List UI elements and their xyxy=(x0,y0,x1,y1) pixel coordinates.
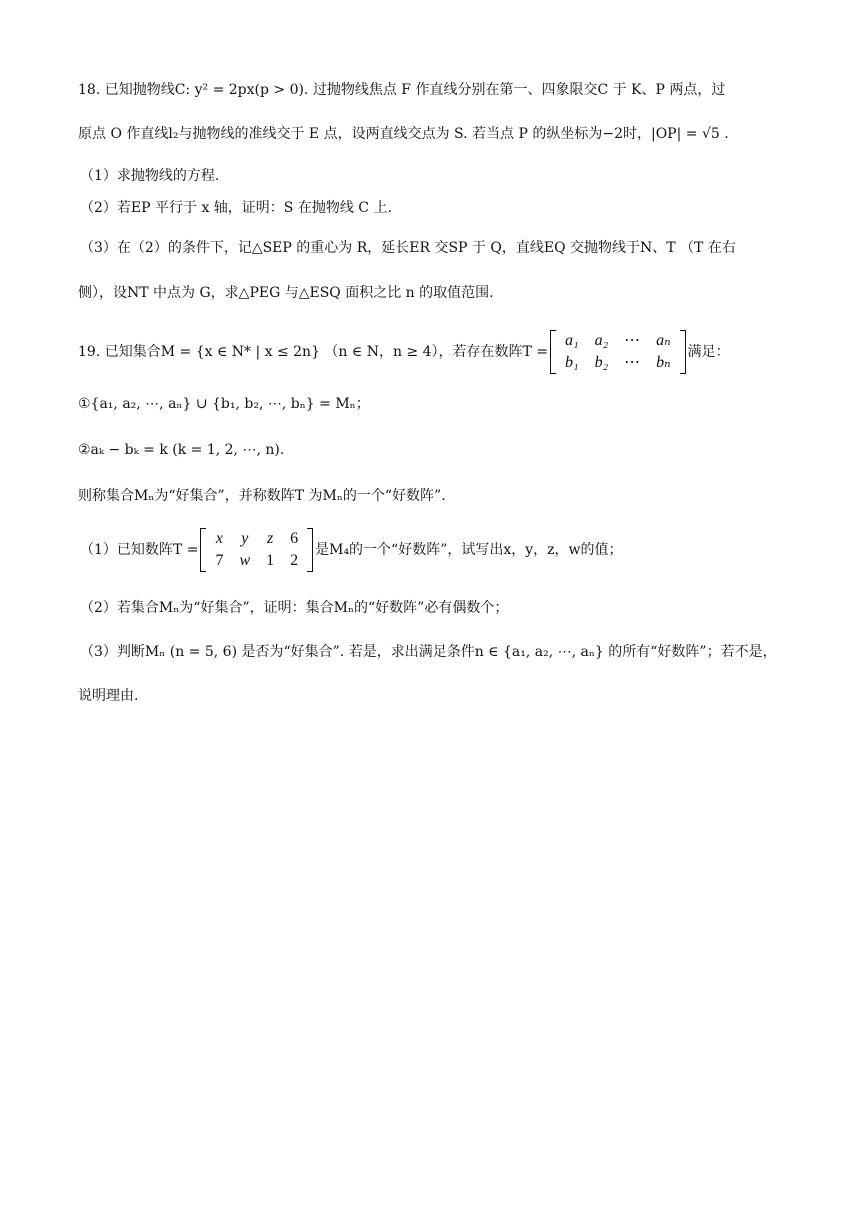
q19-part2: （2）若集合Mₙ为“好集合”，证明：集合Mₙ的“好数阵”必有偶数个； xyxy=(80,600,509,616)
matrix-cell: 7 xyxy=(215,552,224,569)
q19-cond2: ②aₖ − bₖ = k (k = 1, 2, ⋯, n). xyxy=(78,442,285,458)
matrix-cell: a₁ xyxy=(565,332,579,349)
matrix-cell: bₙ xyxy=(656,354,671,371)
matrix-cell: ⋯ xyxy=(624,332,641,349)
matrix-cell: x xyxy=(215,530,223,547)
q19-cond1: ①{a₁, a₂, ⋯, aₙ} ∪ {b₁, b₂, ⋯, bₙ} = Mₙ； xyxy=(78,396,370,412)
matrix-cell: 1 xyxy=(266,552,275,569)
matrix-cell: b₂ xyxy=(594,354,609,371)
q18-part2: （2）若EP 平行于 x 轴，证明：S 在抛物线 C 上. xyxy=(80,200,392,216)
matrix-cell: z xyxy=(266,530,274,547)
general-matrix xyxy=(550,330,686,374)
matrix-cell: 6 xyxy=(290,530,299,547)
q19-part1-b: 是M₄的一个“好数阵”，试写出x，y，z，w的值； xyxy=(315,542,623,558)
q19-line1-c: 满足： xyxy=(687,344,730,360)
q19-definition: 则称集合Mₙ为“好集合”，并称数阵T 为Mₙ的一个“好数阵”. xyxy=(78,488,446,504)
matrix-cell: ⋯ xyxy=(624,354,641,371)
q18-part3-line2: 侧），设NT 中点为 G，求△PEG 与△ESQ 面积之比 n 的取值范围. xyxy=(78,285,494,301)
matrix-cell: w xyxy=(239,552,251,569)
matrix-cell: aₙ xyxy=(656,332,671,349)
q18-part3-line1: （3）在（2）的条件下，记△SEP 的重心为 R，延长ER 交SP 于 Q，直线EQ 交抛物线于N、T （T 在右 xyxy=(80,240,736,256)
q18-line2: 原点 O 作直线l₂与抛物线的准线交于 E 点，设两直线交点为 S. 若当点 P 的纵坐标为−2时，|OP| = √5 . xyxy=(78,126,729,142)
example-matrix xyxy=(200,528,313,572)
matrix-cell: b₁ xyxy=(565,354,579,371)
q19-line1-a: 19. 已知集合M xyxy=(78,344,176,360)
q19-line1 xyxy=(78,330,730,374)
q19-line1-b: = {x ∈ N* | x ≤ 2n} （n ∈ N，n ≥ 4），若存在数阵T = xyxy=(175,344,549,360)
matrix-cell: 2 xyxy=(290,552,299,569)
q18-part1: （1）求抛物线的方程. xyxy=(80,168,220,184)
q19-part1 xyxy=(80,527,623,573)
q19-part1-a: （1）已知数阵T = xyxy=(80,542,199,558)
matrix-cell: y xyxy=(241,530,249,547)
matrix-cell: a₂ xyxy=(594,332,609,349)
q19-part3-line1: （3）判断Mₙ (n = 5, 6) 是否为“好集合”. 若是，求出满足条件n ∈ {a₁, a₂, ⋯, aₙ} 的所有“好数阵”；若不是， xyxy=(80,644,777,660)
q18-line1: 18. 已知抛物线C: y² = 2px(p > 0). 过抛物线焦点 F 作直线分别在第一、四象限交C 于 K、P 两点，过 xyxy=(78,82,726,98)
q19-part3-line2: 说明理由. xyxy=(78,688,139,704)
